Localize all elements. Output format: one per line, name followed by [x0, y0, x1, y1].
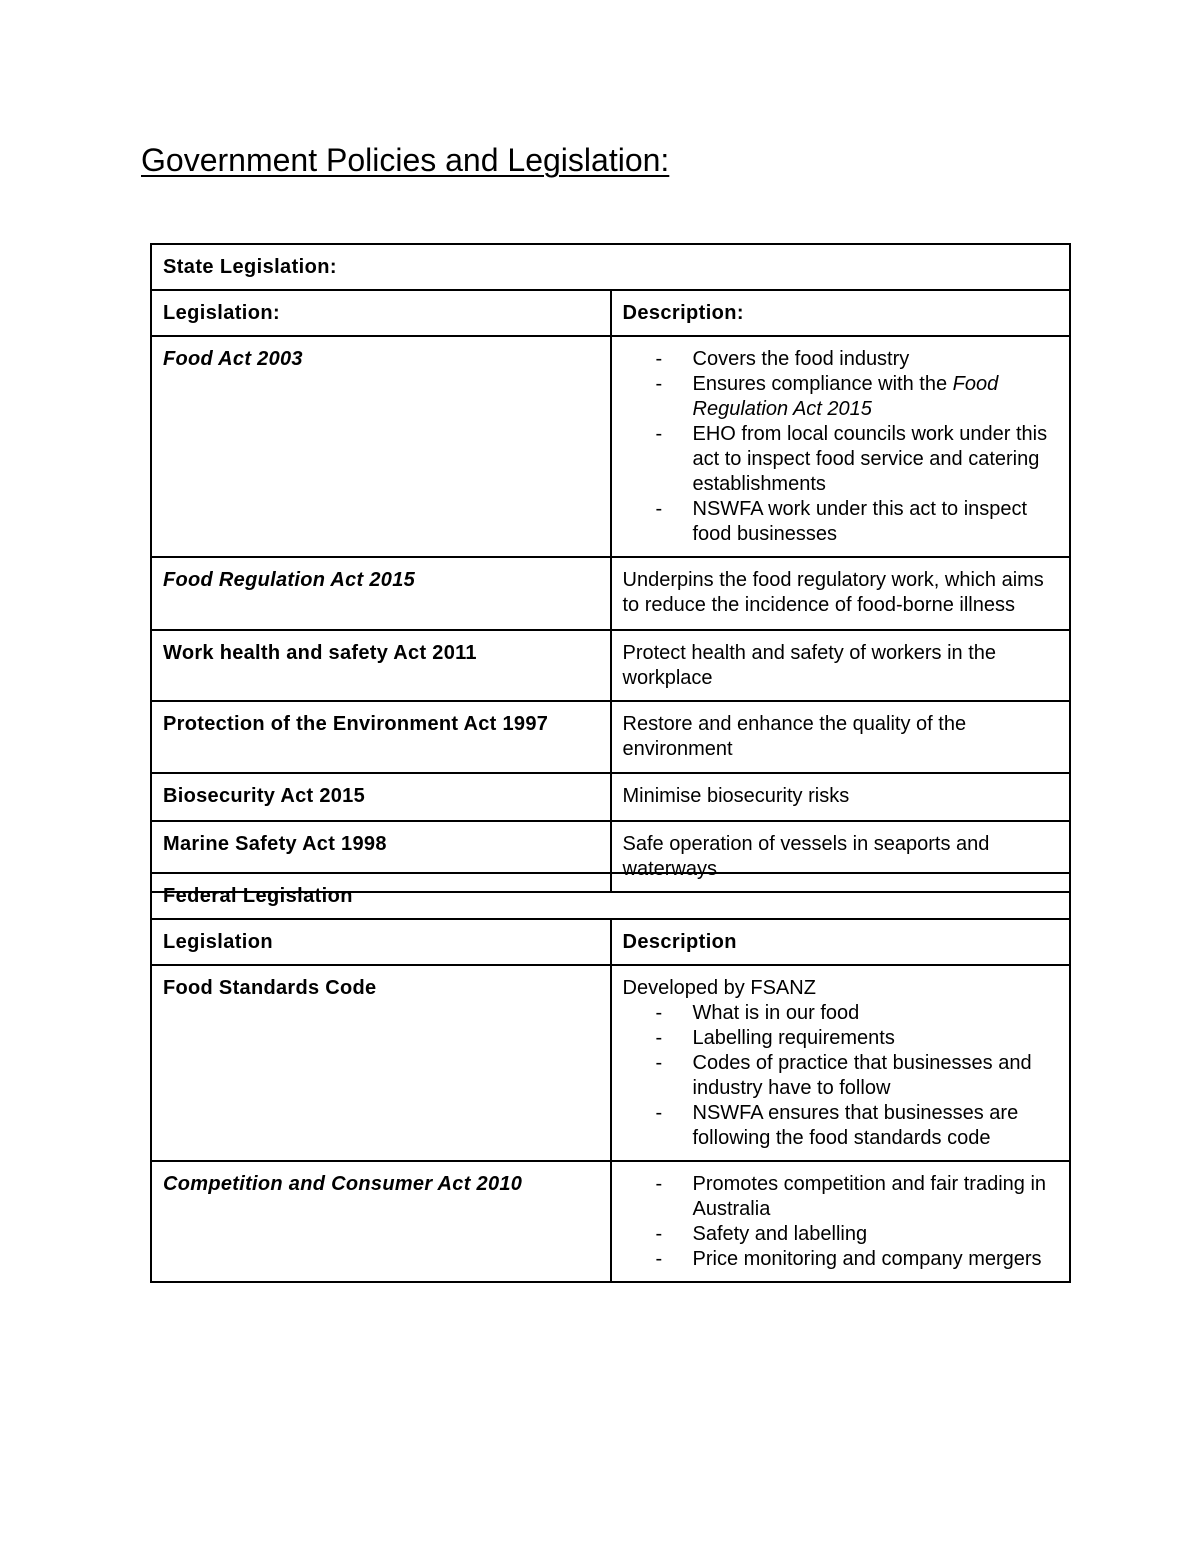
- legislation-description: [611, 336, 1071, 557]
- act-reference: Food Regulation Act 2015: [692, 373, 999, 420]
- table-section-header-row: [151, 244, 1070, 290]
- list-item: - Promotes competition and fair trading in Australia: [693, 1172, 1060, 1222]
- legislation-name: Competition and Consumer Act 2010: [151, 1161, 611, 1282]
- list-item: [693, 372, 1060, 422]
- description-bullet-list: [623, 1172, 1060, 1272]
- table-row: [151, 773, 1070, 821]
- page-title: Government Policies and Legislation:: [141, 142, 670, 178]
- legislation-name: Biosecurity Act 2015: [151, 773, 611, 821]
- legislation-column-header: Legislation: [151, 919, 611, 965]
- legislation-description: [611, 965, 1071, 1161]
- legislation-description: Safe operation of vessels in seaports and waterways: [611, 821, 1071, 892]
- list-item: - Covers the food industry: [693, 347, 1060, 372]
- legislation-description: Restore and enhance the quality of the environment: [611, 701, 1071, 773]
- federal-legislation-table: [150, 872, 1071, 1283]
- table-row: [151, 630, 1070, 701]
- list-item: - NSWFA work under this act to inspect food businesses: [693, 497, 1060, 547]
- description-intro: Developed by FSANZ: [622, 977, 816, 999]
- table-section-header-row: [151, 873, 1070, 919]
- list-item: - Labelling requirements: [693, 1026, 1060, 1051]
- state-legislation-table: [150, 243, 1071, 893]
- list-item: - Price monitoring and company mergers: [693, 1247, 1060, 1272]
- description-bullet-list: [623, 1001, 1060, 1151]
- legislation-name: Food Act 2003: [151, 336, 611, 557]
- legislation-column-header: Legislation:: [151, 290, 611, 336]
- table-column-header-row: [151, 290, 1070, 336]
- list-item: - Codes of practice that businesses and industry have to follow: [693, 1051, 1060, 1101]
- legislation-name: Food Regulation Act 2015: [151, 557, 611, 630]
- list-item: - NSWFA ensures that businesses are following the food standards code: [693, 1101, 1060, 1151]
- list-item: - Safety and labelling: [693, 1222, 1060, 1247]
- table-row: [151, 701, 1070, 773]
- legislation-description: Minimise biosecurity risks: [611, 773, 1071, 821]
- table-row: [151, 965, 1070, 1161]
- description-column-header: Description:: [611, 290, 1071, 336]
- description-bullet-list: [623, 347, 1060, 547]
- legislation-name: Marine Safety Act 1998: [151, 821, 611, 892]
- legislation-description: Protect health and safety of workers in the workplace: [611, 630, 1071, 701]
- list-item-text: Ensures compliance with the: [692, 373, 953, 395]
- legislation-name: Food Standards Code: [151, 965, 611, 1161]
- list-item: - EHO from local councils work under this act to inspect food service and catering establishments: [693, 422, 1060, 497]
- legislation-description: [611, 1161, 1071, 1282]
- federal-legislation-title: Federal Legislation: [151, 873, 1070, 919]
- state-legislation-title: State Legislation:: [151, 244, 1070, 290]
- table-row: [151, 1161, 1070, 1282]
- legislation-description: Underpins the food regulatory work, which aims to reduce the incidence of food-borne illness: [611, 557, 1071, 630]
- legislation-name: Work health and safety Act 2011: [151, 630, 611, 701]
- legislation-name: Protection of the Environment Act 1997: [151, 701, 611, 773]
- table-row: [151, 557, 1070, 630]
- table-row: [151, 336, 1070, 557]
- table-column-header-row: [151, 919, 1070, 965]
- description-column-header: Description: [611, 919, 1071, 965]
- list-item: - What is in our food: [693, 1001, 1060, 1026]
